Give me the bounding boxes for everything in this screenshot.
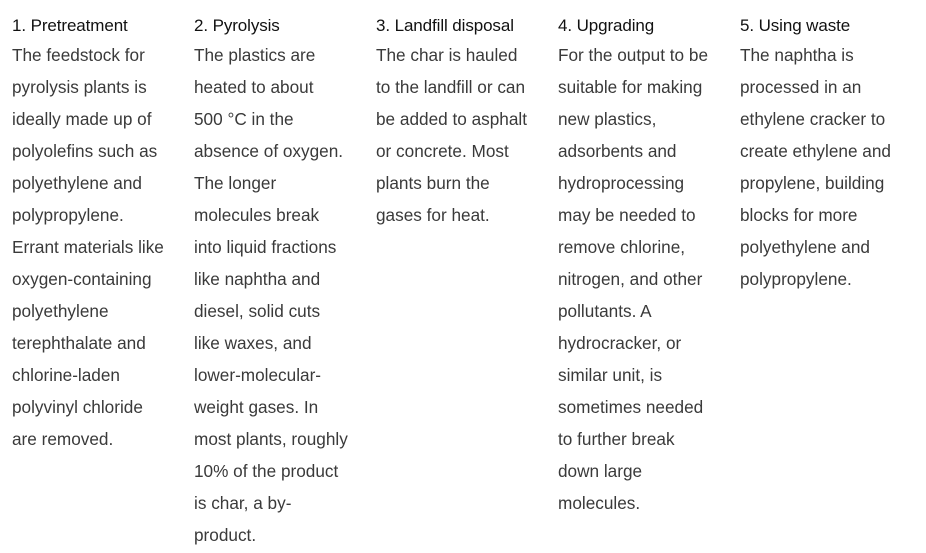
step-description: For the output to be suitable for making new plastics, adsorbents and hydroprocessing may be needed to remove chlorine, nitrogen, and other pollutants. A hydrocracker, or similar unit, is sometimes needed to further break down large molecules. (558, 45, 709, 513)
step-landfill-disposal (376, 15, 558, 551)
step-description: The naphtha is processed in an ethylene cracker to create ethylene and propylene, building blocks for more polyethylene and polypropylene. (740, 45, 891, 289)
step-title: 1. Pretreatment (12, 16, 128, 35)
step-pyrolysis (194, 15, 376, 551)
step-description: The plastics are heated to about 500 °C in the absence of oxygen. The longer molecules break into liquid fractions like naphtha and diesel, solid cuts like waxes, and lower-molecular- weight gases. In most plants, roughly 10% of the product is char, a by- product. (194, 45, 348, 545)
step-title: 4. Upgrading (558, 16, 655, 35)
step-title: 2. Pyrolysis (194, 16, 280, 35)
process-steps (12, 15, 922, 551)
step-upgrading (558, 15, 740, 551)
step-description: The char is hauled to the landfill or can be added to asphalt or concrete. Most plants burn the gases for heat. (376, 45, 527, 225)
step-pretreatment (12, 15, 194, 551)
step-description: The feedstock for pyrolysis plants is ideally made up of polyolefins such as polyethylene and polypropylene. Errant materials like oxygen-containing polyethylene terephthalate and chlorine-laden polyvinyl chloride are removed. (12, 45, 164, 449)
step-title: 5. Using waste (740, 16, 851, 35)
step-using-waste (740, 15, 922, 551)
step-title: 3. Landfill disposal (376, 16, 514, 35)
